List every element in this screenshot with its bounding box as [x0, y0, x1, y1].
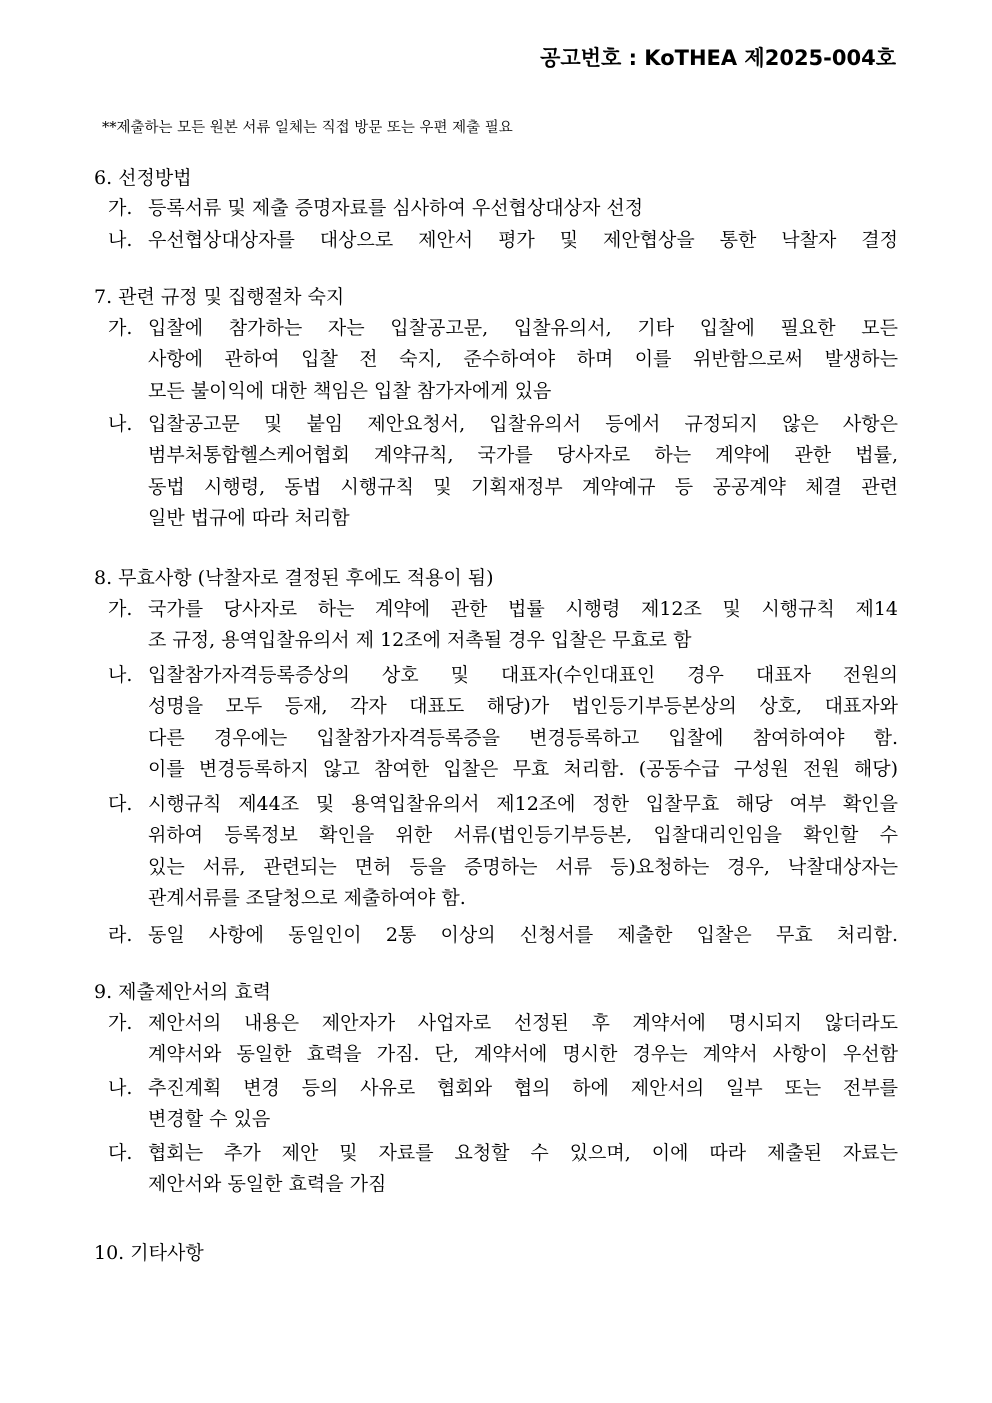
item-line: 협회는 추가 제안 및 자료를 요청할 수 있으며, 이에 따라 제출된 자료는	[148, 1142, 898, 1164]
item-line: 모든 불이익에 대한 책임은 입찰 참가자에게 있음	[148, 379, 552, 402]
list-item	[108, 594, 898, 657]
item-line: 계약서와 동일한 효력을 가짐. 단, 계약서에 명시한 경우는 계약서 사항이 우선함	[148, 1043, 898, 1066]
item-line: 변경할 수 있음	[148, 1108, 271, 1131]
item-line: 국가를 당사자로 하는 계약에 관한 법률 시행령 제12조 및 시행규칙 제14	[148, 598, 898, 620]
announcement-number: 공고번호 : KoTHEA 제2025-004호	[540, 46, 896, 70]
item-line: 입찰에 참가하는 자는 입찰공고문, 입찰유의서, 기타 입찰에 필요한 모든	[148, 317, 898, 339]
item-line: 입찰공고문 및 붙임 제안요청서, 입찰유의서 등에서 규정되지 않은 사항은	[148, 413, 898, 435]
item-marker: 가.	[108, 1012, 133, 1034]
list-item	[108, 1138, 898, 1201]
section-title-10: 10. 기타사항	[94, 1242, 204, 1264]
item-marker: 나.	[108, 413, 133, 435]
list-item	[108, 193, 898, 224]
item-line: 성명을 모두 등재, 각자 대표도 해당)가 법인등기부등본상의 상호, 대표자와	[148, 695, 898, 718]
list-item	[108, 409, 898, 534]
item-marker: 다.	[108, 793, 133, 815]
item-line: 등록서류 및 제출 증명자료를 심사하여 우선협상대상자 선정	[148, 197, 644, 219]
item-line: 우선협상대상자를 대상으로 제안서 평가 및 제안협상을 통한 낙찰자 결정	[148, 229, 898, 251]
item-line: 위하여 등록정보 확인을 위한 서류(법인등기부등본, 입찰대리인임을 확인할 수	[148, 824, 898, 847]
list-item	[108, 660, 898, 785]
item-line: 동일 사항에 동일인이 2통 이상의 신청서를 제출한 입찰은 무효 처리함.	[148, 924, 898, 946]
item-line: 범부처통합헬스케어협회 계약규칙, 국가를 당사자로 하는 계약에 관한 법률,	[148, 444, 898, 467]
item-marker: 나.	[108, 1077, 133, 1099]
item-line: 이를 변경등록하지 않고 참여한 입찰은 무효 처리함. (공동수급 구성원 전원 해당)	[148, 757, 898, 780]
item-line: 일반 법규에 따라 처리함	[148, 506, 350, 529]
list-item	[108, 1008, 898, 1071]
item-line: 관계서류를 조달청으로 제출하여야 함.	[148, 886, 466, 909]
list-item	[108, 789, 898, 914]
section-title-9: 9. 제출제안서의 효력	[94, 981, 272, 1003]
list-item	[108, 313, 898, 407]
item-line: 조 규정, 용역입찰유의서 제 12조에 저촉될 경우 입찰은 무효로 함	[148, 629, 692, 652]
item-line: 추진계획 변경 등의 사유로 협회와 협의 하에 제안서의 일부 또는 전부를	[148, 1077, 898, 1099]
item-line: 제안서의 내용은 제안자가 사업자로 선정된 후 계약서에 명시되지 않더라도	[148, 1012, 898, 1034]
section-title-8: 8. 무효사항 (낙찰자로 결정된 후에도 적용이 됨)	[94, 567, 494, 589]
list-item	[108, 920, 898, 951]
item-marker: 나.	[108, 664, 133, 686]
item-marker: 다.	[108, 1142, 133, 1164]
submission-notice: **제출하는 모든 원본 서류 일체는 직접 방문 또는 우편 제출 필요	[102, 120, 513, 136]
item-line: 입찰참가자격등록증상의 상호 및 대표자(수인대표인 경우 대표자 전원의	[148, 664, 898, 686]
item-marker: 나.	[108, 229, 133, 251]
item-marker: 가.	[108, 598, 133, 620]
section-title-7: 7. 관련 규정 및 집행절차 숙지	[94, 286, 345, 308]
item-marker: 가.	[108, 317, 133, 339]
item-line: 다른 경우에는 입찰참가자격등록증을 변경등록하고 입찰에 참여하여야 함.	[148, 726, 898, 749]
list-item	[108, 1073, 898, 1136]
item-line: 제안서와 동일한 효력을 가짐	[148, 1173, 387, 1196]
item-line: 있는 서류, 관련되는 면허 등을 증명하는 서류 등)요청하는 경우, 낙찰대상자는	[148, 855, 898, 878]
item-line: 시행규칙 제44조 및 용역입찰유의서 제12조에 정한 입찰무효 해당 여부 확인을	[148, 793, 898, 815]
list-item	[108, 225, 898, 256]
item-marker: 가.	[108, 197, 133, 219]
item-marker: 라.	[108, 924, 133, 946]
item-line: 동법 시행령, 동법 시행규칙 및 기획재정부 계약예규 등 공공계약 체결 관련	[148, 475, 898, 498]
section-title-6: 6. 선정방법	[94, 167, 192, 189]
item-line: 사항에 관하여 입찰 전 숙지, 준수하여야 하며 이를 위반함으로써 발생하는	[148, 348, 898, 371]
